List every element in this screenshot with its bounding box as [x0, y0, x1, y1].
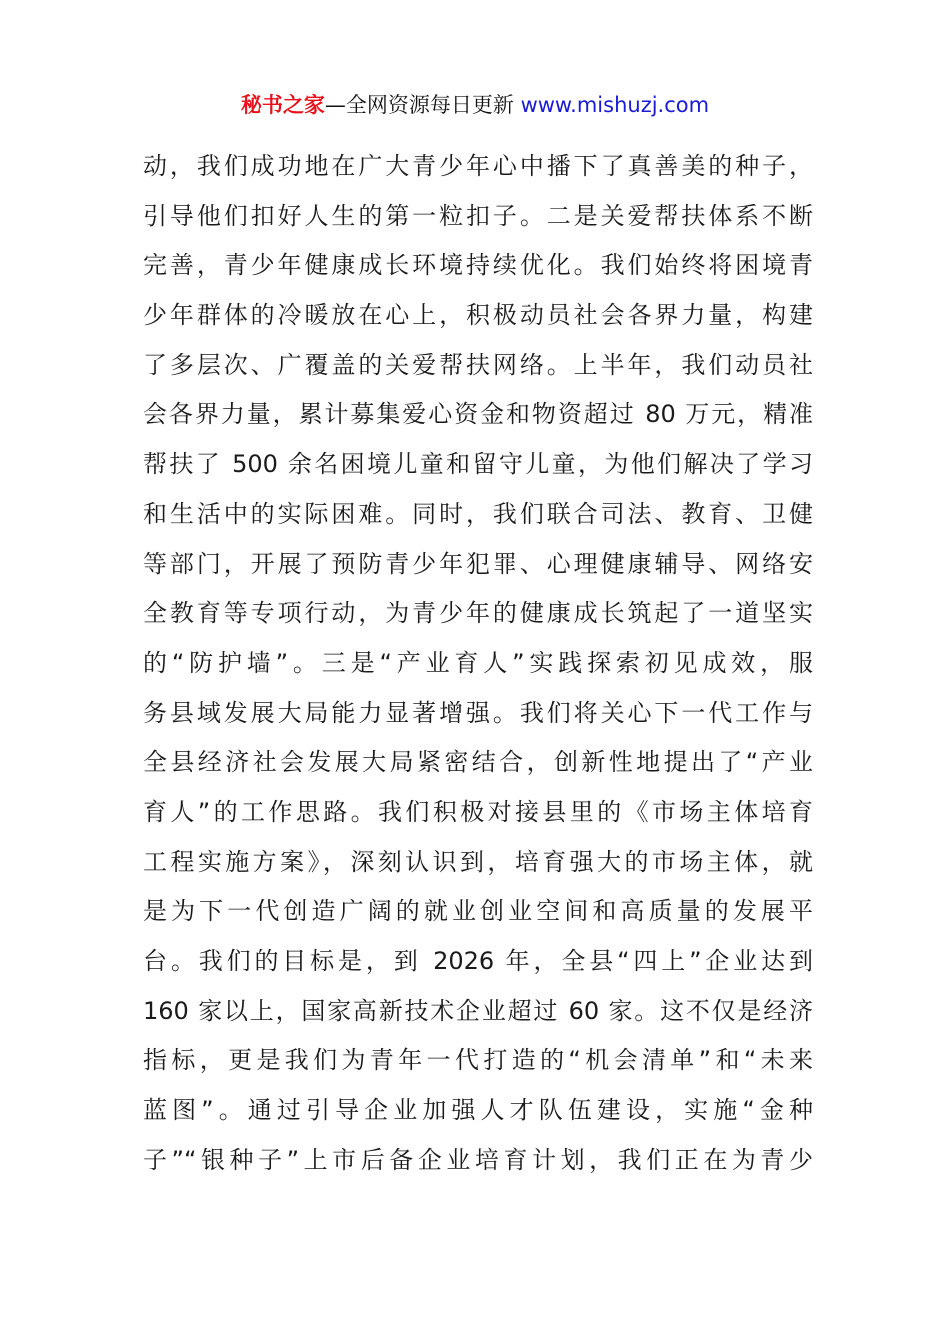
text-line: 是为下一代创造广阔的就业创业空间和高质量的发展平: [143, 897, 813, 926]
text-line: 和生活中的实际困难。同时，我们联合司法、教育、卫健: [143, 499, 813, 528]
text-line: 了多层次、广覆盖的关爱帮扶网络。上半年，我们动员社: [143, 350, 813, 379]
text-line: 全教育等专项行动，为青少年的健康成长筑起了一道坚实: [143, 599, 813, 628]
page-header: [0, 88, 950, 122]
text-line: 全县经济社会发展大局紧密结合，创新性地提出了“产业: [143, 748, 813, 777]
text-line: 帮扶了 500 余名困境儿童和留守儿童，为他们解决了学习: [143, 450, 813, 479]
text-line: 的“防护墙”。三是“产业育人”实践探索初见成效，服: [143, 648, 813, 677]
header-slogan: —全网资源每日更新: [324, 93, 521, 117]
document-body: [143, 142, 813, 1185]
text-line: 会各界力量，累计募集爱心资金和物资超过 80 万元，精准: [143, 400, 813, 429]
text-line: 指标，更是我们为青年一代打造的“机会清单”和“未来: [143, 1046, 813, 1075]
text-line: 引导他们扣好人生的第一粒扣子。二是关爱帮扶体系不断: [143, 201, 813, 230]
text-line: 少年群体的冷暖放在心上，积极动员社会各界力量，构建: [143, 301, 813, 330]
text-line: 蓝图”。通过引导企业加强人才队伍建设，实施“金种: [143, 1096, 813, 1125]
text-line: 子”“银种子”上市后备企业培育计划，我们正在为青少: [143, 1145, 813, 1174]
text-line: 160 家以上，国家高新技术企业超过 60 家。这不仅是经济: [143, 996, 813, 1025]
text-line: 务县域发展大局能力显著增强。我们将关心下一代工作与: [143, 698, 813, 727]
brand-name: 秘书之家: [240, 93, 325, 117]
text-line: 台。我们的目标是，到 2026 年，全县“四上”企业达到: [143, 947, 813, 975]
text-line: 完善，青少年健康成长环境持续优化。我们始终将困境青: [143, 251, 813, 280]
website-link[interactable]: www.mishuzj.com: [520, 93, 710, 117]
text-line: 等部门，开展了预防青少年犯罪、心理健康辅导、网络安: [143, 549, 813, 578]
text-line: 工程实施方案》，深刻认识到，培育强大的市场主体，就: [143, 847, 813, 876]
text-line: 育人”的工作思路。我们积极对接县里的《市场主体培育: [143, 797, 813, 826]
text-line: 动，我们成功地在广大青少年心中播下了真善美的种子，: [143, 152, 813, 180]
